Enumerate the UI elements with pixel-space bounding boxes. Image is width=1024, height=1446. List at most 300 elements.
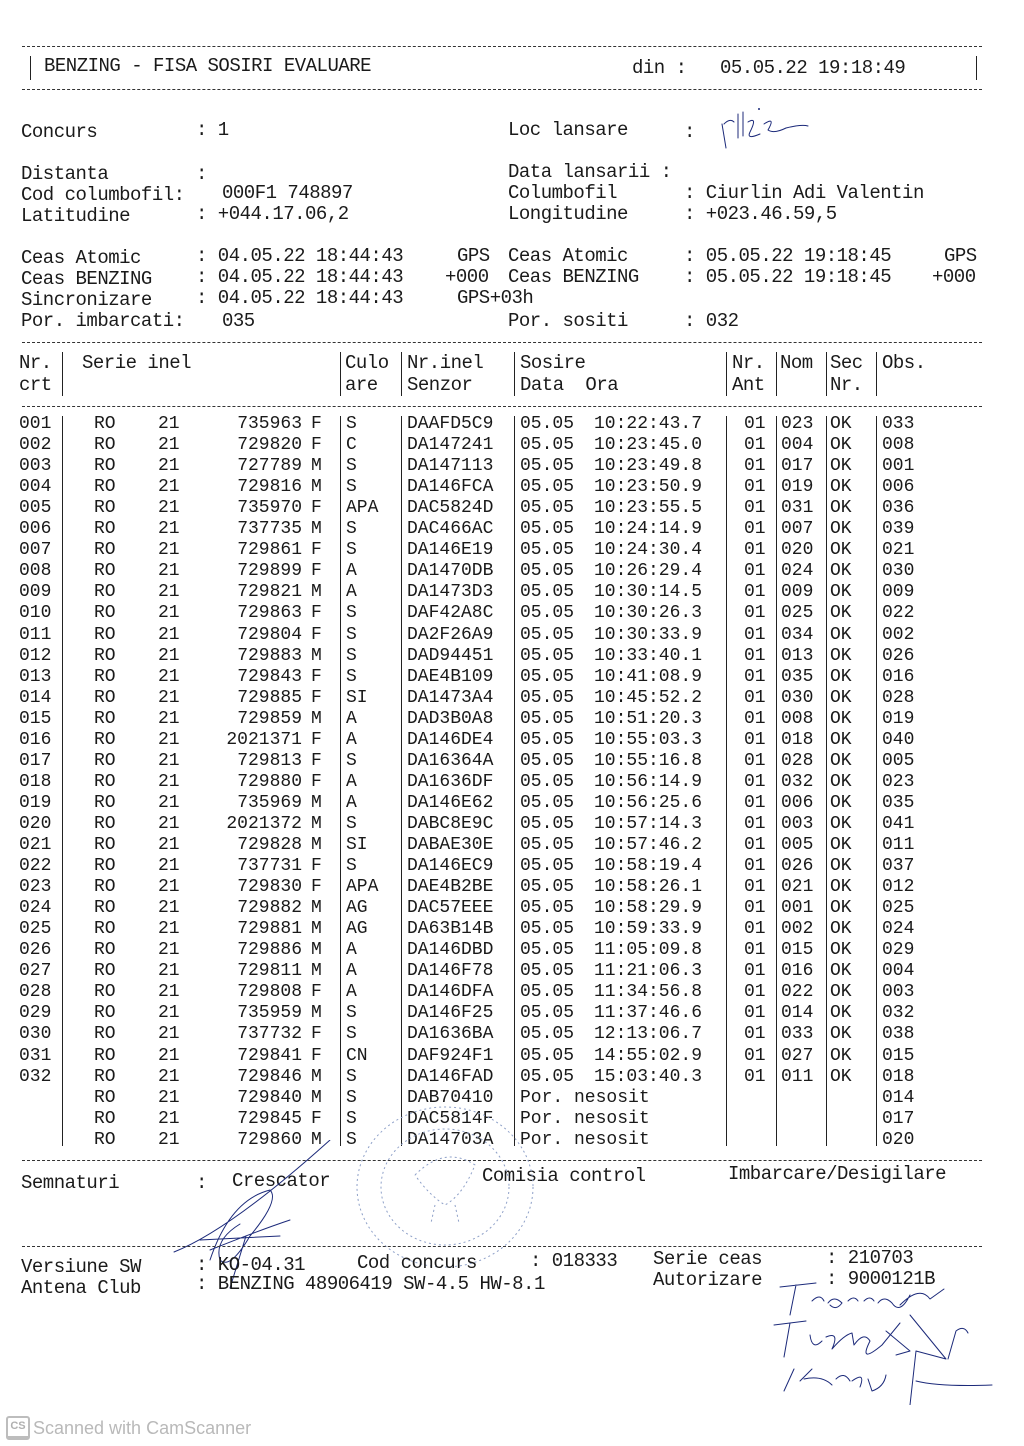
cell-nom: 007 [781,519,814,540]
report-date-label: din : [632,57,687,79]
cell-time: 10:51:20.3 [594,708,703,729]
col-sec-header-2: Nr. [830,374,863,396]
cell-obs: 021 [882,540,915,561]
cell-date: 05.05 [520,624,575,645]
cell-country: RO [94,708,116,729]
table-row [0,582,1024,603]
cell-nom: 013 [781,645,814,666]
cell-ring: 729881 [237,919,302,940]
table-row [0,625,1024,646]
cell-date: 05.05 [520,519,575,540]
cell-antenna: 01 [744,813,766,834]
cell-antenna: 01 [744,645,766,666]
cell-sex: M [311,1066,322,1087]
cell-year: 21 [158,771,180,792]
cell-date: 05.05 [520,919,575,940]
cell-obs: 002 [882,624,915,645]
cell-nr: 032 [19,1066,52,1087]
table-row [0,1046,1024,1067]
document-title: BENZING - FISA SOSIRI EVALUARE [44,55,372,77]
cell-country: RO [94,813,116,834]
cell-sensor: DA146DBD [407,940,494,961]
table-row [0,898,1024,919]
cell-antenna: 01 [744,961,766,982]
cell-nom: 032 [781,771,814,792]
cell-nr: 022 [19,856,52,877]
cell-color: S [346,1129,357,1150]
header-divider [340,352,341,396]
cell-country: RO [94,687,116,708]
cod-concurs-label: Cod concurs [357,1252,477,1274]
cell-time: 10:22:43.7 [594,414,703,434]
cell-nom: 019 [781,477,814,498]
table-row [0,1003,1024,1024]
col-sosire-header-2: Data Ora [520,374,619,396]
cell-year: 21 [158,729,180,750]
cell-sensor: DAD3B0A8 [407,708,494,729]
cell-sensor: DAE4B2BE [407,877,494,898]
cell-sex: F [311,1024,322,1045]
cell-year: 21 [158,1066,180,1087]
cell-sensor: DAC57EEE [407,898,494,919]
cell-sec: OK [830,561,852,582]
cell-time: 11:37:46.6 [594,1003,703,1024]
cell-sec: OK [830,940,852,961]
cell-country: RO [94,856,116,877]
cell-obs: 020 [882,1129,915,1150]
cell-year: 21 [158,940,180,961]
cell-ring: 729882 [237,898,302,919]
cell-nr: 024 [19,898,52,919]
cell-country: RO [94,624,116,645]
ceas-benzing-end-suffix: +000 [932,266,976,288]
table-row [0,1024,1024,1045]
serie-ceas-value: : 210703 [826,1247,914,1269]
cell-sensor: DA146DE4 [407,729,494,750]
cell-color: A [346,961,357,982]
sincronizare-suffix: GPS+03h [457,287,534,309]
cell-obs: 037 [882,856,915,877]
cell-antenna: 01 [744,771,766,792]
table-row [0,961,1024,982]
semnaturi-label: Semnaturi [21,1172,120,1194]
cell-date: 05.05 [520,982,575,1003]
cell-sec: OK [830,666,852,687]
cod-columbofil-value: 000F1 748897 [222,182,353,204]
cell-time: 10:30:33.9 [594,624,703,645]
cell-color: A [346,729,357,750]
camscanner-text: Scanned with CamScanner [33,1417,252,1438]
cell-color: S [346,1066,357,1087]
cell-ring: 729880 [237,771,302,792]
loc-lansare-colon: : [684,121,695,143]
cell-sec: OK [830,603,852,624]
cell-year: 21 [158,561,180,582]
cell-nom: 006 [781,792,814,813]
cell-time: 10:59:33.9 [594,919,703,940]
cell-nom: 026 [781,856,814,877]
cell-sex: F [311,435,322,456]
cell-antenna: 01 [744,456,766,477]
cell-nr: 030 [19,1024,52,1045]
cell-country: RO [94,1024,116,1045]
cell-year: 21 [158,477,180,498]
cell-ring: 729840 [237,1087,302,1108]
cell-sensor: DA1473A4 [407,687,494,708]
table-row [0,982,1024,1003]
cell-sec: OK [830,519,852,540]
cell-color: A [346,582,357,603]
cell-ring: 729861 [237,540,302,561]
sincronizare-label: Sincronizare [21,289,152,311]
cell-date: 05.05 [520,435,575,456]
cell-color: SI [346,835,368,855]
cell-country: RO [94,792,116,813]
cell-color: CN [346,1045,368,1066]
cell-sensor: DA146FCA [407,477,494,498]
cell-time: 10:58:26.1 [594,877,703,898]
cell-nom: 022 [781,982,814,1003]
cell-antenna: 01 [744,582,766,603]
col-ant-header-1: Nr. [732,352,765,374]
cell-nr: 005 [19,498,52,519]
longitudine-value: : +023.46.59,5 [684,203,837,225]
cell-nr: 021 [19,835,52,855]
cell-sec: OK [830,877,852,898]
cell-country: RO [94,835,116,855]
cell-year: 21 [158,498,180,519]
cell-sensor: DAF42A8C [407,603,494,624]
cell-color: S [346,540,357,561]
cell-year: 21 [158,835,180,855]
cell-color: A [346,982,357,1003]
cell-nom: 008 [781,708,814,729]
cell-year: 21 [158,750,180,771]
cell-obs: 003 [882,982,915,1003]
cell-country: RO [94,1129,116,1150]
cell-sensor: DA147113 [407,456,494,477]
cell-year: 21 [158,813,180,834]
cell-country: RO [94,919,116,940]
col-obs-header: Obs. [882,352,926,374]
cell-ring: 729841 [237,1045,302,1066]
cell-time: 11:34:56.8 [594,982,703,1003]
table-row [0,603,1024,624]
cell-sec: OK [830,645,852,666]
cell-date: 05.05 [520,687,575,708]
cell-time: 10:23:49.8 [594,456,703,477]
table-row [0,772,1024,793]
data-lansarii-label: Data lansarii : [508,161,672,183]
cell-antenna: 01 [744,519,766,540]
table-row [0,456,1024,477]
cell-antenna: 01 [744,898,766,919]
committee-signatures [760,1275,1010,1405]
header-divider [62,352,63,396]
cell-time: 10:23:45.0 [594,435,703,456]
cell-sec: OK [830,898,852,919]
cell-obs: 017 [882,1108,915,1129]
cell-nr: 008 [19,561,52,582]
cell-date: 05.05 [520,582,575,603]
cell-obs: 019 [882,708,915,729]
cell-ring: 735963 [237,414,302,434]
cell-obs: 041 [882,813,915,834]
cell-nom: 018 [781,729,814,750]
cell-nom: 016 [781,961,814,982]
table-header-rule [22,406,982,407]
ceas-atomic-end-suffix: GPS [944,245,977,267]
cell-sex: F [311,540,322,561]
cell-sec: OK [830,813,852,834]
cell-sensor: DA1473D3 [407,582,494,603]
cell-nom: 023 [781,414,814,434]
cell-country: RO [94,1003,116,1024]
cell-time: 10:57:46.2 [594,835,703,855]
cell-nom: 031 [781,498,814,519]
sincronizare-value: : 04.05.22 18:44:43 [196,287,404,309]
cell-time: 10:30:14.5 [594,582,703,603]
cell-color: A [346,708,357,729]
cell-year: 21 [158,1003,180,1024]
cell-obs: 005 [882,750,915,771]
cell-date: 05.05 [520,414,575,434]
cell-time: 10:41:08.9 [594,666,703,687]
col-nr-header-2: crt [19,374,52,396]
cell-date: 05.05 [520,877,575,898]
cell-ring: 729885 [237,687,302,708]
cell-country: RO [94,1066,116,1087]
cell-color: S [346,1024,357,1045]
cell-sensor: DA16364A [407,750,494,771]
cell-sensor: DA63B14B [407,919,494,940]
cell-date: 05.05 [520,940,575,961]
club-stamp [345,1095,545,1275]
cell-obs: 018 [882,1066,915,1087]
cell-status: Por. nesosit [520,1087,650,1108]
cell-date: 05.05 [520,645,575,666]
cell-antenna: 01 [744,666,766,687]
cell-obs: 033 [882,414,915,434]
autorizare-label: Autorizare [653,1269,763,1291]
cell-sex: M [311,919,322,940]
cell-sex: F [311,771,322,792]
cell-sex: F [311,877,322,898]
cell-sec: OK [830,1003,852,1024]
cell-date: 05.05 [520,1003,575,1024]
cell-ring: 729804 [237,624,302,645]
cell-obs: 035 [882,792,915,813]
distanta-value: : [196,163,207,185]
columbofil-value: : Ciurlin Adi Valentin [684,182,924,204]
cell-ring: 729811 [237,961,302,982]
cell-obs: 026 [882,645,915,666]
cell-obs: 032 [882,1003,915,1024]
cell-sensor: DAF924F1 [407,1045,494,1066]
cell-sec: OK [830,856,852,877]
cell-sec: OK [830,1024,852,1045]
report-date-value: 05.05.22 19:18:49 [720,57,906,79]
cell-color: S [346,645,357,666]
cell-obs: 016 [882,666,915,687]
ceas-benzing-end-label: Ceas BENZING [508,266,639,288]
table-row [0,793,1024,814]
cell-sec: OK [830,961,852,982]
cell-antenna: 01 [744,750,766,771]
cell-sex: F [311,856,322,877]
cell-antenna: 01 [744,708,766,729]
cell-time: 10:58:29.9 [594,898,703,919]
table-row [0,709,1024,730]
cell-sex: F [311,750,322,771]
cell-antenna: 01 [744,1045,766,1066]
longitudine-label: Longitudine [508,203,628,225]
cell-antenna: 01 [744,498,766,519]
cell-country: RO [94,540,116,561]
cell-antenna: 01 [744,561,766,582]
cell-year: 21 [158,708,180,729]
cell-nr: 006 [19,519,52,540]
cell-nom: 014 [781,1003,814,1024]
cell-nr: 017 [19,750,52,771]
cell-obs: 022 [882,603,915,624]
cell-obs: 023 [882,771,915,792]
header-divider [726,352,727,396]
loc-lansare-label: Loc lansare [508,119,628,141]
cell-color: S [346,666,357,687]
cell-date: 05.05 [520,561,575,582]
cell-antenna: 01 [744,940,766,961]
cell-nom: 011 [781,1066,814,1087]
cell-year: 21 [158,582,180,603]
table-row [0,856,1024,877]
cell-color: S [346,603,357,624]
table-row [0,414,1024,435]
cod-columbofil-label: Cod columbofil: [21,184,185,206]
cell-antenna: 01 [744,1003,766,1024]
cell-year: 21 [158,982,180,1003]
cell-time: 10:55:16.8 [594,750,703,771]
cell-sec: OK [830,708,852,729]
cell-ring: 729828 [237,835,302,855]
cell-country: RO [94,982,116,1003]
header-right-border [976,56,977,80]
cell-nr: 009 [19,582,52,603]
ceas-atomic-start-value: : 04.05.22 18:44:43 [196,245,404,267]
cell-sensor: DA2F26A9 [407,624,494,645]
cell-sec: OK [830,498,852,519]
cell-sex: M [311,1003,322,1024]
cell-color: S [346,414,357,434]
cell-nr: 001 [19,414,52,434]
cell-sex: M [311,792,322,813]
cell-color: AG [346,898,368,919]
ceas-atomic-end-label: Ceas Atomic [508,245,628,267]
cell-color: A [346,792,357,813]
cell-ring: 729846 [237,1066,302,1087]
cell-time: 10:24:30.4 [594,540,703,561]
cell-sec: OK [830,771,852,792]
cell-date: 05.05 [520,1024,575,1045]
cell-obs: 036 [882,498,915,519]
cell-antenna: 01 [744,856,766,877]
cell-sex: M [311,898,322,919]
camscanner-watermark [6,1416,251,1440]
cell-sensor: DA146E19 [407,540,494,561]
col-culoare-header-1: Culo [345,352,389,374]
cell-date: 05.05 [520,856,575,877]
cell-sensor: DABC8E9C [407,813,494,834]
cell-ring: 729860 [237,1129,302,1150]
cell-date: 05.05 [520,792,575,813]
cell-year: 21 [158,666,180,687]
cell-sex: F [311,624,322,645]
cell-color: S [346,750,357,771]
ceas-benzing-start-label: Ceas BENZING [21,268,152,290]
table-row [0,667,1024,688]
cell-year: 21 [158,1087,180,1108]
cell-nom: 020 [781,540,814,561]
cell-year: 21 [158,540,180,561]
cell-color: S [346,519,357,540]
cell-date: 05.05 [520,1066,575,1087]
cell-country: RO [94,561,116,582]
cell-color: A [346,561,357,582]
cell-sensor: DAC466AC [407,519,494,540]
cell-time: 10:23:55.5 [594,498,703,519]
cell-nom: 001 [781,898,814,919]
cell-nom: 002 [781,919,814,940]
cell-antenna: 01 [744,919,766,940]
table-row [0,519,1024,540]
cell-sex: F [311,729,322,750]
table-row [0,477,1024,498]
cell-year: 21 [158,1024,180,1045]
cell-obs: 028 [882,687,915,708]
cell-nom: 035 [781,666,814,687]
cell-sex: M [311,835,322,855]
cell-nom: 034 [781,624,814,645]
cell-sensor: DAC5814F [407,1108,494,1129]
latitudine-label: Latitudine [21,205,131,227]
crescator-label: Crescator [232,1170,331,1192]
cell-time: 10:30:26.3 [594,603,703,624]
cell-date: 05.05 [520,835,575,855]
ceas-atomic-start-label: Ceas Atomic [21,247,141,269]
cell-time: 12:13:06.7 [594,1024,703,1045]
cell-nom: 004 [781,435,814,456]
cell-sex: F [311,561,322,582]
cell-year: 21 [158,456,180,477]
table-row [0,730,1024,751]
cell-ring: 727789 [237,456,302,477]
col-senzor-header-2: Senzor [407,374,473,396]
cell-color: SI [346,687,368,708]
cell-sec: OK [830,919,852,940]
cell-obs: 006 [882,477,915,498]
cell-antenna: 01 [744,729,766,750]
cell-country: RO [94,414,116,434]
cell-nom: 025 [781,603,814,624]
por-sositi-value: : 032 [684,310,739,332]
cell-date: 05.05 [520,666,575,687]
cell-sex: M [311,961,322,982]
cell-antenna: 01 [744,835,766,855]
cell-country: RO [94,435,116,456]
cell-obs: 040 [882,729,915,750]
cell-country: RO [94,477,116,498]
cell-sensor: DA146FAD [407,1066,494,1087]
